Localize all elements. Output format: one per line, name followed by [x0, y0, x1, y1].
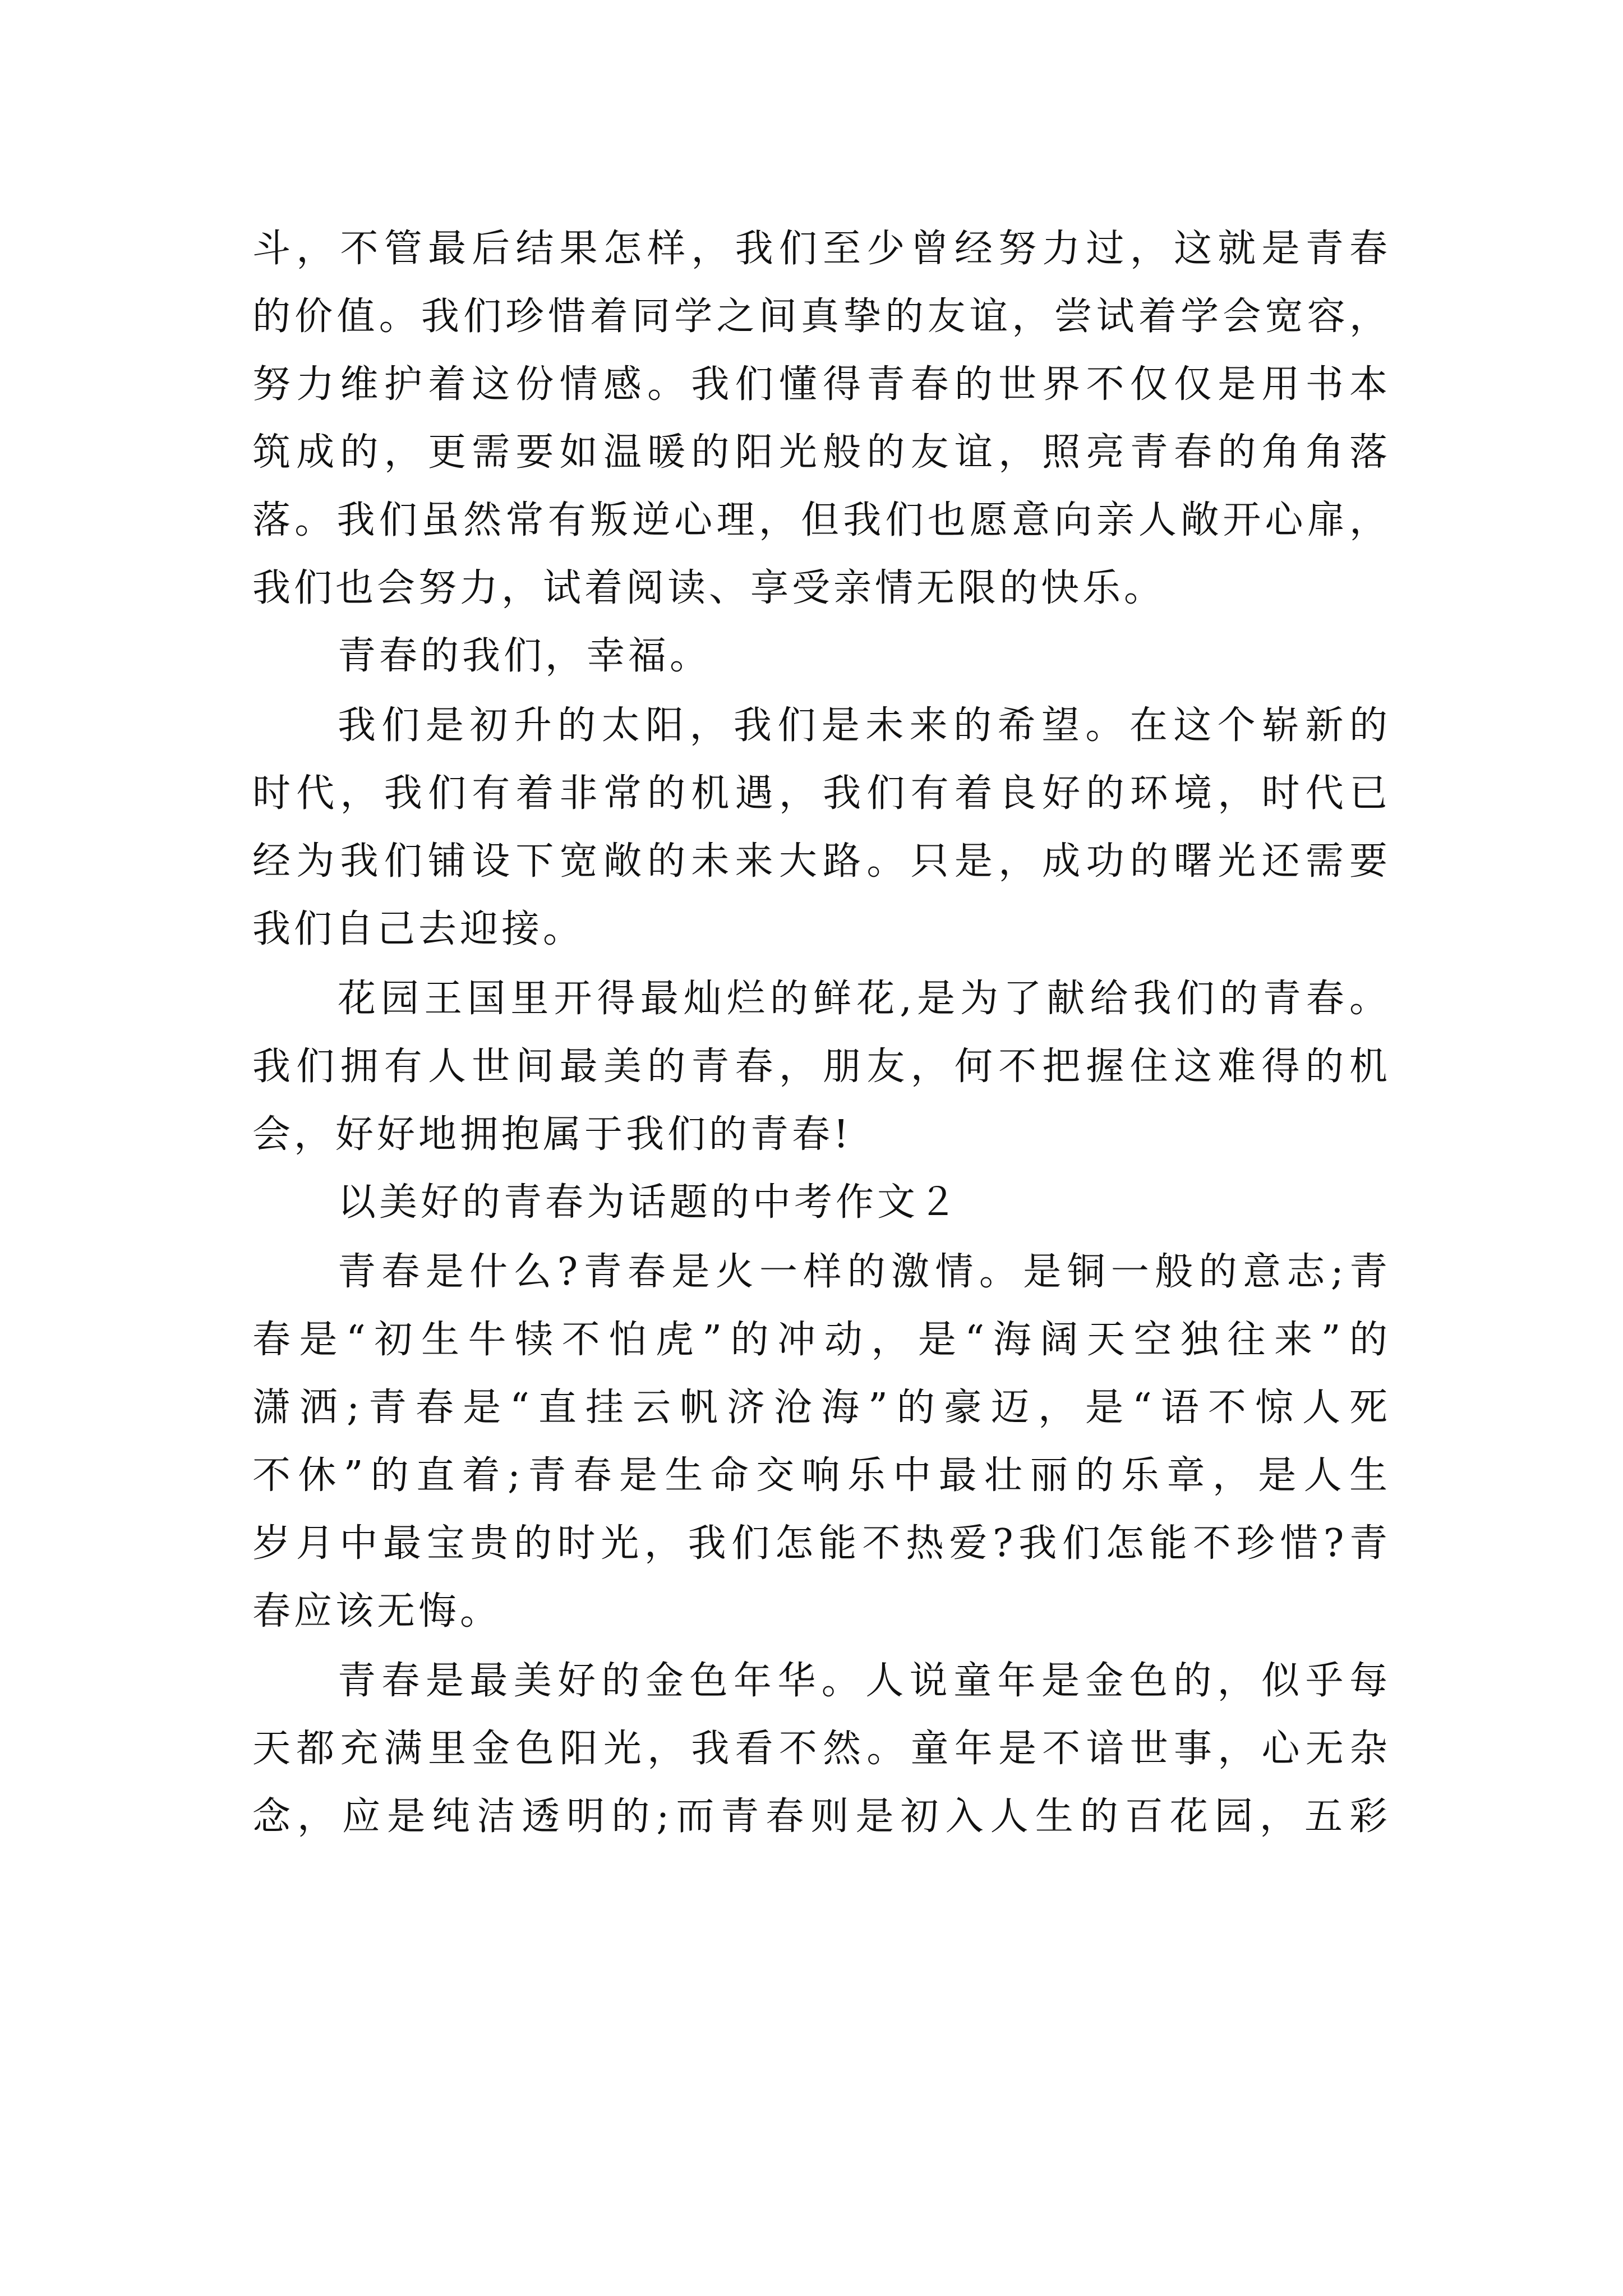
text-line: 我们自己去迎接。: [252, 907, 585, 951]
text-line: 会，好好地拥抱属于我们的青春!: [252, 1112, 852, 1157]
text-line: 斗，不管最后结果怎样，我们至少曾经努力过，这就是青春: [252, 227, 1391, 271]
section-heading: 以美好的青春为话题的中考作文２: [338, 1180, 961, 1225]
paragraph-start: 青春是什么?青春是火一样的激情。是铜一般的意志;青: [338, 1250, 1391, 1294]
paragraph-start: 青春是最美好的金色年华。人说童年是金色的，似乎每: [338, 1659, 1391, 1703]
text-line: 经为我们铺设下宽敞的未来大路。只是，成功的曙光还需要: [252, 839, 1391, 884]
text-line: 我们也会努力，试着阅读、享受亲情无限的快乐。: [252, 566, 1166, 610]
text-line: 落。我们虽然常有叛逆心理，但我们也愿意向亲人敞开心扉，: [252, 498, 1391, 542]
text-line: 努力维护着这份情感。我们懂得青春的世界不仅仅是用书本: [252, 362, 1391, 407]
text-line: 春是“初生牛犊不怕虎”的冲动，是“海阔天空独往来”的: [252, 1318, 1391, 1362]
text-line: 的价值。我们珍惜着同学之间真挚的友谊，尝试着学会宽容，: [252, 295, 1391, 339]
text-line: 岁月中最宝贵的时光，我们怎能不热爱?我们怎能不珍惜?青: [252, 1521, 1391, 1566]
text-line: 念，应是纯洁透明的;而青春则是初入人生的百花园，五彩: [252, 1795, 1391, 1839]
text-line: 潇洒;青春是“直挂云帆济沧海”的豪迈，是“语不惊人死: [252, 1386, 1391, 1430]
paragraph-start: 我们是初升的太阳，我们是未来的希望。在这个崭新的: [338, 703, 1391, 748]
text-line: 筑成的，更需要如温暖的阳光般的友谊，照亮青春的角角落: [252, 430, 1391, 475]
text-line: 时代，我们有着非常的机遇，我们有着良好的环境，时代已: [252, 771, 1391, 816]
paragraph-start: 青春的我们，幸福。: [338, 634, 712, 678]
text-line: 我们拥有人世间最美的青春，朋友，何不把握住这难得的机: [252, 1045, 1391, 1089]
text-line: 春应该无悔。: [252, 1589, 502, 1634]
paragraph-start: 花园王国里开得最灿烂的鲜花,是为了献给我们的青春。: [338, 977, 1391, 1021]
text-line: 不休”的直着;青春是生命交响乐中最壮丽的乐章，是人生: [252, 1453, 1391, 1498]
text-line: 天都充满里金色阳光，我看不然。童年是不谙世事，心无杂: [252, 1727, 1391, 1771]
